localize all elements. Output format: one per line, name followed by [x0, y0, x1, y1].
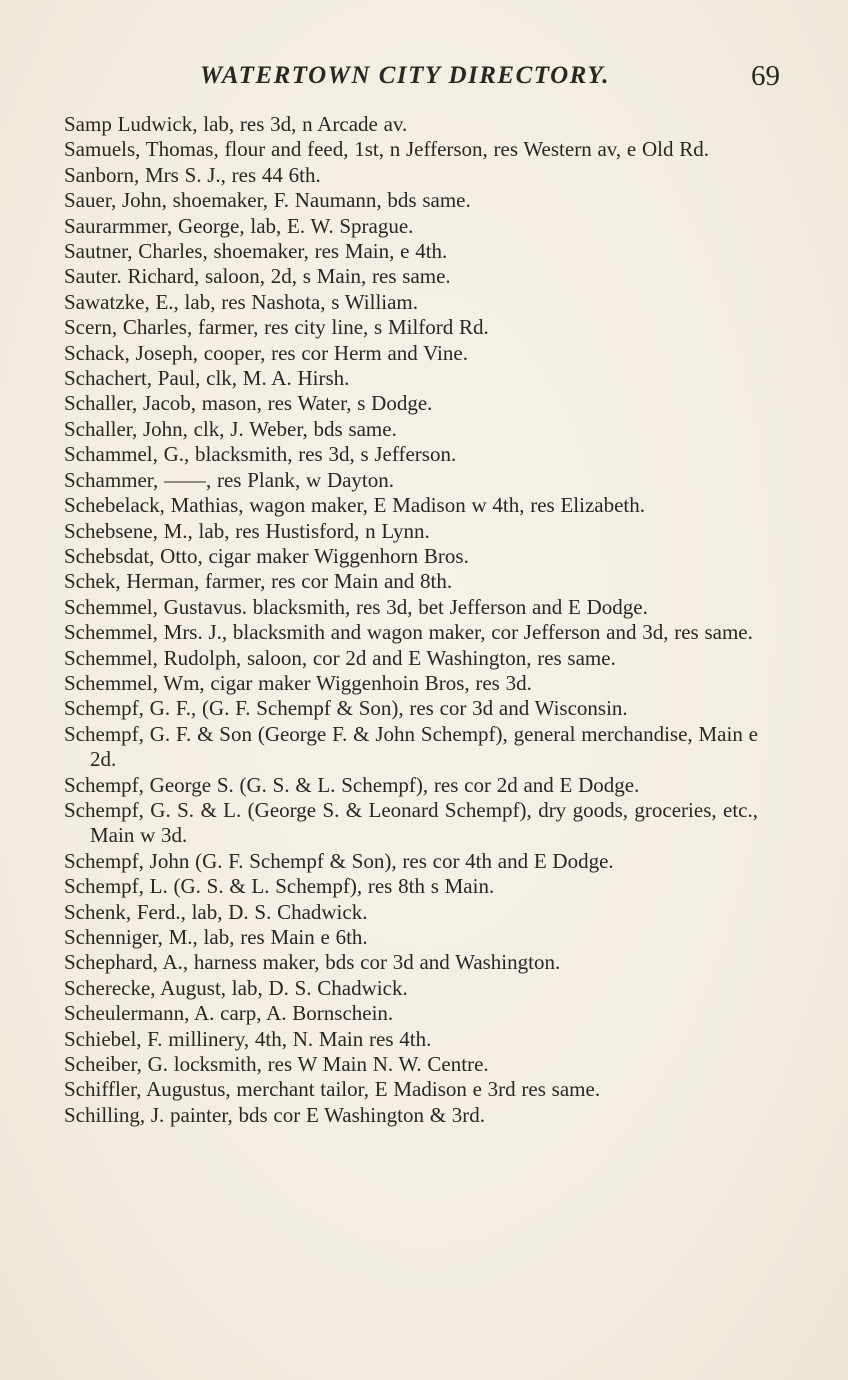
directory-entry: Scheiber, G. locksmith, res W Main N. W. Centre.: [64, 1052, 489, 1077]
directory-entry: Schiffler, Augustus, merchant tailor, E Madison e 3rd res same.: [64, 1077, 601, 1102]
directory-entry: Schek, Herman, farmer, res cor Main and 8th.: [64, 569, 453, 594]
directory-entry: Schammel, G., blacksmith, res 3d, s Jefferson.: [64, 442, 457, 467]
directory-entry: Schemmel, Rudolph, saloon, cor 2d and E Washington, res same.: [64, 645, 616, 670]
directory-entry: Schempf, L. (G. S. & L. Schempf), res 8th s Main.: [64, 874, 495, 899]
directory-entry: Schebsdat, Otto, cigar maker Wiggenhorn Bros.: [64, 543, 469, 568]
directory-entry: Scern, Charles, farmer, res city line, s Milford Rd.: [64, 315, 489, 340]
directory-entry: Schenk, Ferd., lab, D. S. Chadwick.: [64, 899, 368, 924]
directory-entry: Sanborn, Mrs S. J., res 44 6th.: [64, 162, 321, 187]
directory-entry: Schebsene, M., lab, res Hustisford, n Lynn.: [64, 518, 430, 543]
page-number: 69: [751, 60, 780, 92]
directory-entry: Scheulermann, A. carp, A. Bornschein.: [64, 1001, 394, 1026]
directory-entry: Sawatzke, E., lab, res Nashota, s William.: [64, 289, 419, 314]
directory-entry: Sauer, John, shoemaker, F. Naumann, bds same.: [64, 188, 471, 213]
directory-entry: Schempf, G. F. & Son (George F. & John Schempf), general merchandise, Main e 2d.: [64, 721, 758, 772]
directory-entry: Sautner, Charles, shoemaker, res Main, e 4th.: [64, 239, 448, 264]
directory-entry-list: [64, 112, 758, 1128]
directory-entry: Schaller, Jacob, mason, res Water, s Dodge.: [64, 391, 433, 416]
directory-entry: Schachert, Paul, clk, M. A. Hirsh.: [64, 366, 350, 391]
directory-entry: Schebelack, Mathias, wagon maker, E Madison w 4th, res Elizabeth.: [64, 493, 645, 518]
directory-entry: Schempf, G. F., (G. F. Schempf & Son), res cor 3d and Wisconsin.: [64, 696, 628, 721]
directory-entry: Schiebel, F. millinery, 4th, N. Main res 4th.: [64, 1026, 432, 1051]
directory-entry: Schephard, A., harness maker, bds cor 3d and Washington.: [64, 950, 561, 975]
directory-entry: Schemmel, Wm, cigar maker Wiggenhoin Bros, res 3d.: [64, 670, 532, 695]
directory-entry: Scherecke, August, lab, D. S. Chadwick.: [64, 975, 408, 1000]
directory-entry: Schempf, George S. (G. S. & L. Schempf), res cor 2d and E Dodge.: [64, 772, 640, 797]
directory-entry: Schemmel, Mrs. J., blacksmith and wagon maker, cor Jefferson and 3d, res same.: [64, 620, 753, 645]
directory-entry: Schempf, G. S. & L. (George S. & Leonard Schempf), dry goods, groceries, etc., Main w 3d.: [64, 797, 758, 848]
directory-entry: Saurarmmer, George, lab, E. W. Sprague.: [64, 213, 414, 238]
directory-entry: Schaller, John, clk, J. Weber, bds same.: [64, 416, 397, 441]
directory-entry: Samp Ludwick, lab, res 3d, n Arcade av.: [64, 112, 408, 136]
page-header: [200, 62, 780, 98]
directory-entry: Schack, Joseph, cooper, res cor Herm and Vine.: [64, 340, 468, 365]
directory-entry: Samuels, Thomas, flour and feed, 1st, n Jefferson, res Western av, e Old Rd.: [64, 137, 709, 162]
directory-entry: Schemmel, Gustavus. blacksmith, res 3d, bet Jefferson and E Dodge.: [64, 594, 648, 619]
directory-entry: Schempf, John (G. F. Schempf & Son), res cor 4th and E Dodge.: [64, 848, 614, 873]
directory-entry: Schilling, J. painter, bds cor E Washington & 3rd.: [64, 1102, 486, 1127]
directory-entry: Sauter. Richard, saloon, 2d, s Main, res same.: [64, 264, 451, 289]
directory-entry: Schammer, ——, res Plank, w Dayton.: [64, 467, 395, 492]
running-title: WATERTOWN CITY DIRECTORY.: [200, 62, 611, 89]
directory-entry: Schenniger, M., lab, res Main e 6th.: [64, 925, 368, 949]
